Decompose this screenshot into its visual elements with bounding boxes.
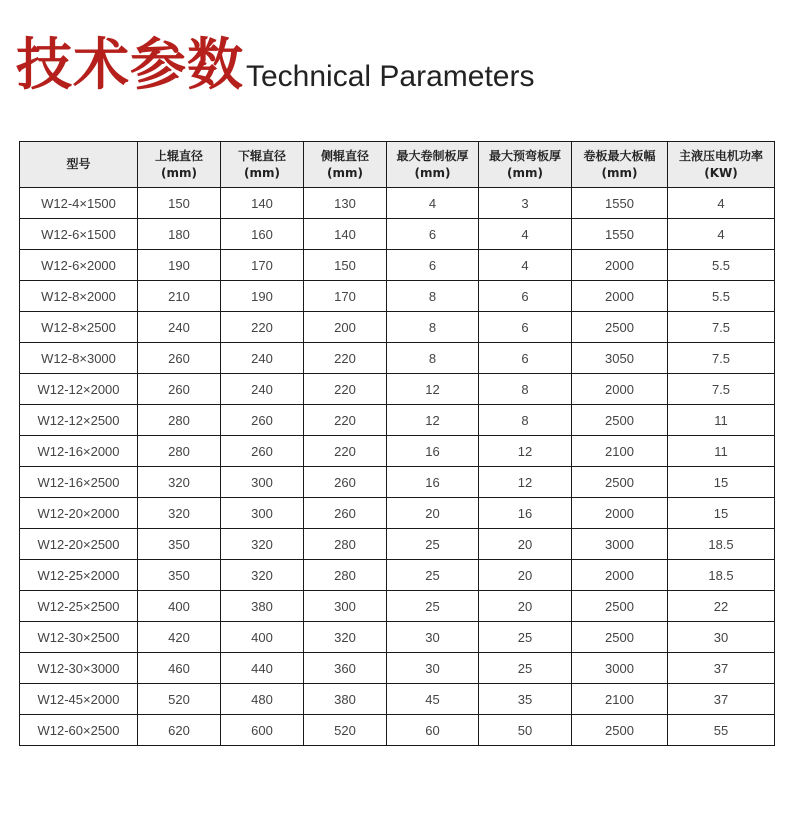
table-row [20, 467, 775, 498]
table-cell: 320 [221, 560, 304, 591]
model-cell: W12-20×2500 [20, 529, 138, 560]
column-header-label: 型号 [66, 157, 91, 171]
table-cell: 150 [138, 188, 221, 219]
model-cell: W12-16×2000 [20, 436, 138, 467]
column-header [479, 142, 572, 188]
table-cell: 170 [221, 250, 304, 281]
table-row [20, 219, 775, 250]
table-cell: 35 [479, 684, 572, 715]
table-cell: 440 [221, 653, 304, 684]
table-cell: 260 [138, 374, 221, 405]
table-cell: 400 [221, 622, 304, 653]
table-cell: 5.5 [668, 250, 775, 281]
table-cell: 18.5 [668, 529, 775, 560]
table-cell: 600 [221, 715, 304, 746]
model-cell: W12-25×2000 [20, 560, 138, 591]
table-row [20, 343, 775, 374]
table-cell: 4 [387, 188, 479, 219]
table-cell: 7.5 [668, 343, 775, 374]
table-cell: 420 [138, 622, 221, 653]
table-cell: 280 [138, 436, 221, 467]
table-cell: 200 [304, 312, 387, 343]
table-cell: 20 [479, 529, 572, 560]
title-chinese: 技术参数 [16, 33, 244, 98]
table-cell: 8 [387, 312, 479, 343]
column-header-unit: (mm) [414, 165, 451, 180]
column-header-unit: (mm) [161, 165, 197, 180]
table-cell: 190 [221, 281, 304, 312]
table-cell: 240 [221, 374, 304, 405]
table-cell: 16 [479, 498, 572, 529]
column-header-label: 侧辊直径 [320, 148, 369, 163]
column-header [221, 142, 304, 188]
table-cell: 220 [304, 374, 387, 405]
table-row [20, 405, 775, 436]
table-cell: 55 [668, 715, 775, 746]
table-cell: 7.5 [668, 312, 775, 343]
table-cell: 380 [304, 684, 387, 715]
table-cell: 520 [138, 684, 221, 715]
table-cell: 7.5 [668, 374, 775, 405]
table-cell: 2500 [572, 467, 668, 498]
table-cell: 30 [387, 622, 479, 653]
table-cell: 15 [668, 498, 775, 529]
table-cell: 300 [304, 591, 387, 622]
table-cell: 45 [387, 684, 479, 715]
model-cell: W12-8×2500 [20, 312, 138, 343]
table-cell: 460 [138, 653, 221, 684]
table-cell: 18.5 [668, 560, 775, 591]
model-cell: W12-8×2000 [20, 281, 138, 312]
table-cell: 180 [138, 219, 221, 250]
table-row [20, 684, 775, 715]
table-cell: 2500 [572, 405, 668, 436]
model-cell: W12-20×2000 [20, 498, 138, 529]
table-cell: 25 [479, 653, 572, 684]
table-cell: 3050 [572, 343, 668, 374]
column-header-label: 上辊直径 [154, 148, 203, 163]
table-cell: 12 [387, 374, 479, 405]
table-cell: 4 [668, 188, 775, 219]
table-row [20, 188, 775, 219]
table-cell: 8 [479, 405, 572, 436]
table-cell: 2500 [572, 591, 668, 622]
table-cell: 220 [304, 405, 387, 436]
table-cell: 8 [479, 374, 572, 405]
table-cell: 380 [221, 591, 304, 622]
table-cell: 25 [387, 591, 479, 622]
model-cell: W12-45×2000 [20, 684, 138, 715]
table-cell: 260 [304, 467, 387, 498]
column-header-unit: (mm) [601, 165, 638, 180]
model-cell: W12-25×2500 [20, 591, 138, 622]
table-cell: 280 [304, 529, 387, 560]
table-cell: 2500 [572, 312, 668, 343]
model-cell: W12-12×2000 [20, 374, 138, 405]
table-cell: 16 [387, 467, 479, 498]
table-cell: 20 [479, 560, 572, 591]
table-cell: 300 [221, 467, 304, 498]
model-cell: W12-12×2500 [20, 405, 138, 436]
table-cell: 1550 [572, 219, 668, 250]
table-cell: 260 [304, 498, 387, 529]
table-header-row [20, 142, 775, 188]
model-cell: W12-4×1500 [20, 188, 138, 219]
table-cell: 37 [668, 653, 775, 684]
table-cell: 2000 [572, 250, 668, 281]
column-header-label: 最大卷制板厚 [396, 148, 469, 163]
table-row [20, 653, 775, 684]
table-cell: 260 [221, 436, 304, 467]
model-cell: W12-30×2500 [20, 622, 138, 653]
table-row [20, 498, 775, 529]
table-cell: 2000 [572, 560, 668, 591]
table-cell: 520 [304, 715, 387, 746]
table-cell: 2500 [572, 715, 668, 746]
column-header-label: 下辊直径 [237, 148, 286, 163]
table-cell: 4 [668, 219, 775, 250]
table-cell: 50 [479, 715, 572, 746]
table-cell: 1550 [572, 188, 668, 219]
table-row [20, 281, 775, 312]
table-cell: 150 [304, 250, 387, 281]
table-cell: 170 [304, 281, 387, 312]
model-cell: W12-6×1500 [20, 219, 138, 250]
table-cell: 6 [387, 219, 479, 250]
table-cell: 480 [221, 684, 304, 715]
table-body [20, 188, 775, 746]
column-header [138, 142, 221, 188]
column-header [387, 142, 479, 188]
table-cell: 15 [668, 467, 775, 498]
table-cell: 8 [387, 343, 479, 374]
table-cell: 6 [479, 312, 572, 343]
table-cell: 3000 [572, 529, 668, 560]
table-cell: 25 [479, 622, 572, 653]
column-header-unit: (mm) [244, 165, 280, 180]
table-row [20, 436, 775, 467]
table-cell: 6 [479, 343, 572, 374]
table-row [20, 560, 775, 591]
table-cell: 16 [387, 436, 479, 467]
table-cell: 20 [479, 591, 572, 622]
model-cell: W12-8×3000 [20, 343, 138, 374]
table-cell: 37 [668, 684, 775, 715]
table-cell: 11 [668, 436, 775, 467]
column-header [572, 142, 668, 188]
table-cell: 350 [138, 560, 221, 591]
table-cell: 4 [479, 250, 572, 281]
table-cell: 400 [138, 591, 221, 622]
table-cell: 140 [221, 188, 304, 219]
table-row [20, 529, 775, 560]
table-cell: 5.5 [668, 281, 775, 312]
table-cell: 360 [304, 653, 387, 684]
model-cell: W12-6×2000 [20, 250, 138, 281]
table-cell: 30 [387, 653, 479, 684]
column-header-unit: (mm) [507, 165, 543, 180]
column-header [304, 142, 387, 188]
table-cell: 12 [387, 405, 479, 436]
column-header-label: 主液压电机功率 [678, 148, 763, 163]
table-cell: 280 [138, 405, 221, 436]
table-cell: 2000 [572, 374, 668, 405]
model-cell: W12-30×3000 [20, 653, 138, 684]
table-cell: 22 [668, 591, 775, 622]
table-cell: 350 [138, 529, 221, 560]
table-cell: 320 [304, 622, 387, 653]
column-header-unit: (KW) [704, 165, 738, 180]
table-row [20, 312, 775, 343]
table-cell: 4 [479, 219, 572, 250]
table-cell: 240 [138, 312, 221, 343]
table-cell: 260 [221, 405, 304, 436]
table-cell: 6 [387, 250, 479, 281]
table-cell: 2500 [572, 622, 668, 653]
technical-parameters-table [19, 141, 775, 746]
page-title [16, 28, 534, 98]
column-header [668, 142, 775, 188]
column-header-unit: (mm) [327, 165, 363, 180]
table-row [20, 622, 775, 653]
table-cell: 140 [304, 219, 387, 250]
table-cell: 320 [138, 498, 221, 529]
table-cell: 2000 [572, 281, 668, 312]
table-cell: 620 [138, 715, 221, 746]
table-cell: 25 [387, 560, 479, 591]
table-cell: 240 [221, 343, 304, 374]
table-cell: 2100 [572, 436, 668, 467]
table-cell: 280 [304, 560, 387, 591]
table-cell: 320 [138, 467, 221, 498]
table-row [20, 591, 775, 622]
table-cell: 6 [479, 281, 572, 312]
column-header-label: 最大预弯板厚 [488, 148, 561, 163]
table-cell: 260 [138, 343, 221, 374]
table-cell: 3000 [572, 653, 668, 684]
title-english: Technical Parameters [246, 60, 535, 93]
table-cell: 220 [304, 343, 387, 374]
table-cell: 220 [221, 312, 304, 343]
table-cell: 3 [479, 188, 572, 219]
table-cell: 12 [479, 436, 572, 467]
table-cell: 60 [387, 715, 479, 746]
table-cell: 160 [221, 219, 304, 250]
table-cell: 220 [304, 436, 387, 467]
table-cell: 190 [138, 250, 221, 281]
model-cell: W12-16×2500 [20, 467, 138, 498]
table-cell: 11 [668, 405, 775, 436]
table-row [20, 374, 775, 405]
table-row [20, 250, 775, 281]
table-row [20, 715, 775, 746]
table-cell: 30 [668, 622, 775, 653]
table-cell: 300 [221, 498, 304, 529]
table-cell: 320 [221, 529, 304, 560]
table-cell: 2100 [572, 684, 668, 715]
table-cell: 25 [387, 529, 479, 560]
table-cell: 130 [304, 188, 387, 219]
table-cell: 8 [387, 281, 479, 312]
table-cell: 20 [387, 498, 479, 529]
column-header [20, 142, 138, 188]
table-cell: 2000 [572, 498, 668, 529]
table-cell: 210 [138, 281, 221, 312]
table-cell: 12 [479, 467, 572, 498]
column-header-label: 卷板最大板幅 [583, 148, 656, 163]
model-cell: W12-60×2500 [20, 715, 138, 746]
